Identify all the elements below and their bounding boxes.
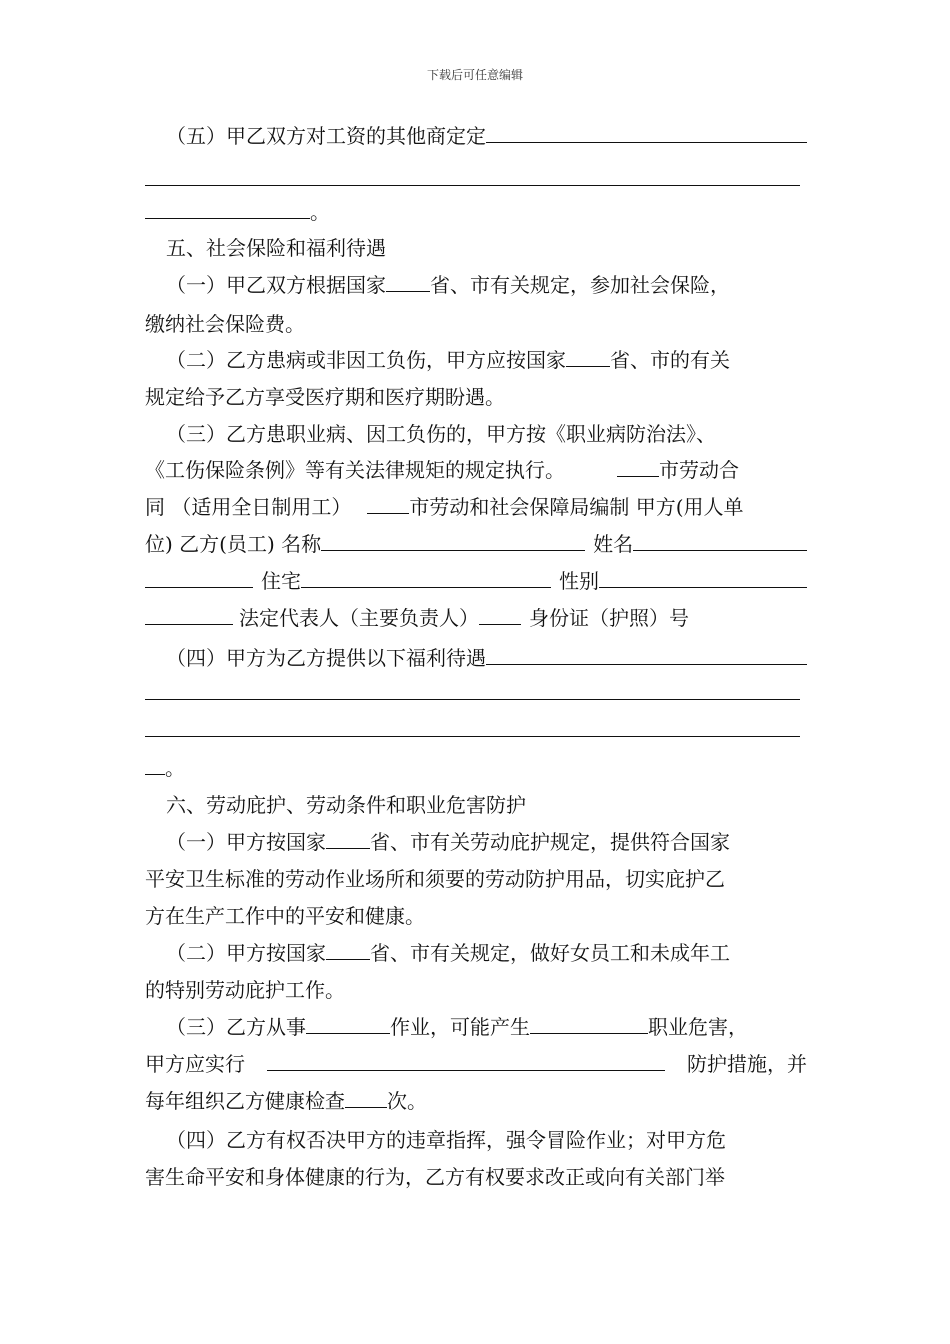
blank-row-end: [145, 197, 807, 227]
clause-5-3: （三）乙方患职业病、因工负伤的，甲方按《职业病防治法》、: [166, 422, 716, 446]
legal-rep-blank[interactable]: [479, 604, 521, 625]
blank-line[interactable]: [326, 828, 370, 849]
blank-row: [145, 165, 800, 195]
clause-5-4: （四）甲方为乙方提供以下福利待遇: [166, 643, 807, 673]
clause-5-3-line5: 住宅 性别: [145, 566, 807, 596]
hazard-blank[interactable]: [530, 1013, 648, 1034]
blank-line[interactable]: [145, 754, 165, 775]
blank-line[interactable]: [486, 644, 807, 665]
checkup-count-blank[interactable]: [345, 1087, 387, 1108]
clause-6-2: （二）甲方按国家 省、市有关规定，做好女员工和未成年工: [166, 941, 730, 965]
clause-wage-other: [166, 121, 807, 151]
blank-row-end: [145, 753, 807, 783]
clause-6-3-line2: 甲方应实行 防护措施，并: [145, 1052, 807, 1076]
blank-row: [145, 679, 800, 709]
page-header-note: 下载后可任意编辑: [426, 68, 523, 82]
address-blank[interactable]: [301, 567, 551, 588]
blank-line[interactable]: [617, 456, 659, 477]
clause-5-3-line2: 《工伤保险条例》等有关法律规矩的规定执行。 市劳动合: [145, 458, 739, 482]
clause-5-3-line4: 位) 乙方(员工) 名称 姓名: [145, 529, 807, 559]
blank-line[interactable]: [145, 567, 253, 588]
clause-6-4-cont: 害生命平安和身体健康的行为，乙方有权要求改正或向有关部门举: [145, 1165, 725, 1189]
period: 。: [165, 756, 185, 780]
clause-6-3: （三）乙方从事 作业，可能产生 职业危害，: [166, 1015, 748, 1039]
blank-line[interactable]: [145, 165, 800, 186]
clause-5-2-cont: 规定给予乙方享受医疗期和医疗期盼遇。: [145, 385, 505, 409]
clause-6-2-cont: 的特别劳动庇护工作。: [145, 978, 345, 1002]
blank-row: [145, 716, 800, 746]
clause-5-1: （一）甲乙双方根据国家 省、市有关规定，参加社会保险，: [166, 273, 730, 297]
clause-5-3-line6: 法定代表人（主要负责人） 身份证（护照）号: [145, 603, 807, 633]
clause-5-1-cont: 缴纳社会保险费。: [145, 312, 305, 336]
clause-5-3-line3: 同 （适用全日制用工） 市劳动和社会保障局编制 甲方(用人单: [145, 495, 744, 519]
blank-line[interactable]: [566, 346, 610, 367]
blank-line[interactable]: [145, 604, 233, 625]
section-5-title: 五、社会保险和福利待遇: [166, 236, 386, 260]
blank-line[interactable]: [326, 939, 370, 960]
clause-5-2: （二）乙方患病或非因工负伤，甲方应按国家 省、市的有关: [166, 348, 730, 372]
blank-line[interactable]: [386, 271, 430, 292]
clause-6-3-line3: 每年组织乙方健康检查 次。: [145, 1089, 427, 1113]
work-type-blank[interactable]: [306, 1013, 390, 1034]
gender-blank[interactable]: [599, 567, 807, 588]
clause-6-1: （一）甲方按国家 省、市有关劳动庇护规定，提供符合国家: [166, 830, 730, 854]
name-blank[interactable]: [321, 530, 585, 551]
clause-6-1-line2: 平安卫生标准的劳动作业场所和须要的劳动防护用品，切实庇护乙: [145, 867, 725, 891]
blank-line[interactable]: [367, 493, 409, 514]
clause-text: （五）甲乙双方对工资的其他商定定: [166, 124, 486, 148]
clause-6-1-line3: 方在生产工作中的平安和健康。: [145, 904, 425, 928]
blank-line[interactable]: [145, 716, 800, 737]
blank-line[interactable]: [145, 198, 310, 219]
blank-line[interactable]: [486, 122, 807, 143]
period: 。: [310, 200, 330, 224]
full-name-blank[interactable]: [633, 530, 807, 551]
protection-blank[interactable]: [267, 1050, 665, 1071]
blank-line[interactable]: [145, 679, 800, 700]
section-6-title: 六、劳动庇护、劳动条件和职业危害防护: [166, 793, 526, 817]
clause-6-4: （四）乙方有权否决甲方的违章指挥，强令冒险作业；对甲方危: [166, 1128, 726, 1152]
